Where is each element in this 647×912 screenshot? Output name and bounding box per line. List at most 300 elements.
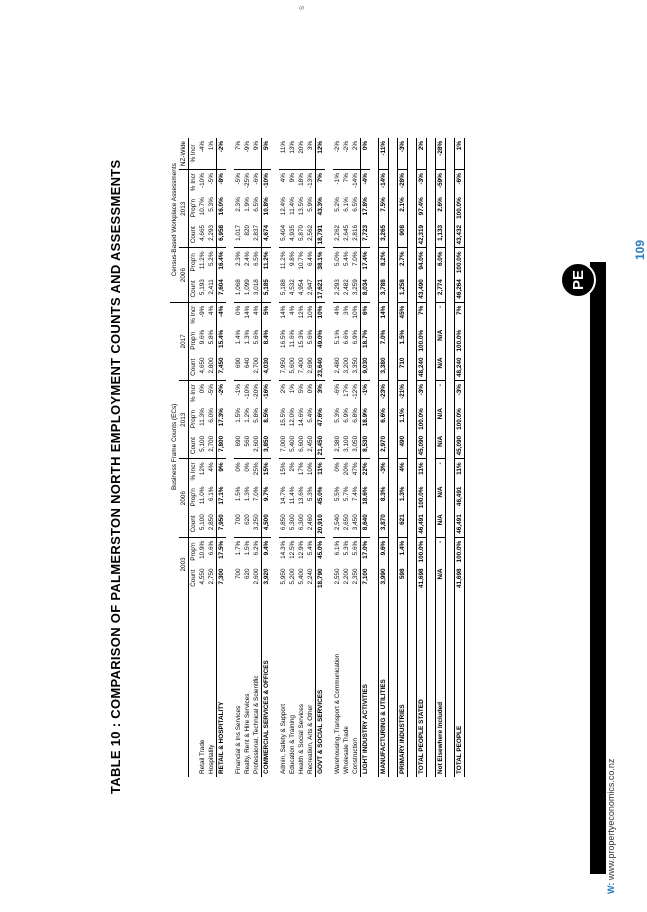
table-cell: 6.1% — [208, 486, 215, 502]
table-cell: 17.1% — [217, 484, 227, 512]
page-number: 109 — [633, 239, 647, 261]
column-header: Prop'n — [189, 327, 199, 355]
table-row — [333, 138, 342, 777]
table-cell: -16% — [262, 381, 272, 406]
table-cell: 17.0% — [361, 537, 371, 565]
table-cell: 0% — [235, 305, 242, 315]
table-cell: 7,604 — [217, 276, 227, 302]
table-cell: 18% — [298, 173, 305, 186]
website-footer[interactable] — [606, 759, 616, 894]
table-cell: 490 — [398, 433, 408, 459]
table-cell: 4,550 — [199, 568, 206, 585]
column-header: Count — [189, 565, 199, 591]
table-cell: 3,259 — [351, 276, 361, 302]
table-cell: 10% — [307, 305, 314, 319]
row-spacer — [465, 138, 474, 777]
column-header: Count — [189, 276, 199, 302]
row-label: COMMERCIAL SERVICES & OFFICES — [262, 591, 272, 777]
table-cell: 7.4% — [352, 486, 359, 502]
table-cell: -3% — [379, 459, 389, 484]
table-cell: -4% — [217, 302, 227, 327]
website-url[interactable]: www.propertyeconomics.co.nz — [606, 758, 616, 881]
table-cell: 9% — [252, 138, 262, 170]
table-cell: 6.5% — [352, 197, 359, 212]
table-row — [207, 138, 217, 777]
table-cell: 7,300 — [217, 565, 227, 591]
column-header: Count — [189, 222, 199, 248]
table-cell: 2,700 — [252, 355, 262, 381]
table-cell: -5% — [208, 384, 215, 396]
table-cell: 5.5% — [334, 486, 341, 502]
row-label: PRIMARY INDUSTRIES — [398, 591, 408, 777]
table-cell: - — [436, 459, 446, 484]
table-cell: 18.6% — [361, 484, 371, 512]
table-cell: 45.0% — [316, 484, 326, 512]
table-cell: 4,935 — [288, 222, 297, 248]
table-cell: 100.0% — [417, 537, 427, 565]
table-cell: 5.8% — [208, 329, 215, 345]
table-cell: 7% — [234, 138, 243, 170]
table-cell: 2,800 — [207, 355, 217, 381]
spacer-cell — [370, 138, 379, 777]
table-cell: 5.4% — [307, 408, 314, 423]
table-cell: 6.9% — [343, 408, 350, 423]
table-cell: 5,200 — [289, 568, 296, 585]
table-cell: 4% — [208, 462, 215, 472]
table-cell: 5,400 — [288, 433, 297, 459]
table-cell: 6.5% — [253, 251, 260, 267]
table-cell: -10% — [244, 384, 251, 399]
table-cell: 16.0% — [217, 194, 227, 222]
table-row — [316, 138, 326, 777]
table-cell: 2.1% — [398, 194, 408, 222]
table-cell: 45% — [398, 302, 408, 327]
spacer-cell — [325, 138, 333, 777]
spacer-cell — [465, 138, 474, 777]
table-cell: -9% — [243, 138, 252, 170]
table-cell: 4,674 — [262, 222, 272, 248]
table-cell: 1% — [289, 384, 296, 394]
table-cell: 2,350 — [352, 568, 359, 585]
table-cell: 42,319 — [417, 222, 427, 248]
table-cell: 7,950 — [217, 511, 227, 537]
table-cell: N/A — [436, 433, 446, 459]
column-header: Count — [189, 433, 199, 459]
table-cell: 5% — [262, 138, 272, 170]
row-label: GOVT & SOCIAL SERVICES — [316, 591, 326, 777]
table-cell: 49.0% — [316, 327, 326, 355]
table-cell: 15% — [262, 459, 272, 484]
table-cell: 1.3% — [244, 329, 251, 345]
table-cell: 11% — [417, 459, 427, 484]
table-cell: N/A — [436, 405, 446, 433]
table-cell: -2% — [342, 138, 351, 170]
table-cell: 9.6% — [379, 537, 389, 565]
table-cell: 6.6% — [208, 540, 215, 556]
table-cell: 100.0% — [455, 537, 465, 565]
table-cell: 46,491 — [455, 484, 465, 512]
table-cell: 2,262 — [333, 222, 342, 248]
spacer-cell — [408, 138, 417, 777]
table-cell: 6,850 — [279, 511, 288, 537]
table-cell: 5.7% — [343, 486, 350, 502]
table-cell: 12.4% — [280, 197, 287, 216]
table-cell: 12.0% — [289, 408, 296, 427]
table-cell: 4% — [253, 305, 260, 315]
table-cell: -14% — [352, 173, 359, 189]
table-cell: 100.0% — [455, 194, 465, 222]
table-row — [342, 138, 351, 777]
row-spacer — [226, 138, 234, 777]
table-cell: 690 — [234, 433, 243, 459]
nz-wide-header: NZ-Wide — [179, 138, 189, 170]
table-cell: 6.0% — [208, 408, 215, 423]
table-cell: 1.2% — [244, 408, 251, 423]
table-cell: 11.4% — [289, 197, 296, 215]
table-cell: 2,700 — [207, 433, 217, 459]
row-spacer — [427, 138, 436, 777]
row-label: TOTAL PEOPLE STATED — [417, 591, 427, 777]
table-cell: -4% — [361, 170, 371, 195]
table-cell: 7% — [417, 302, 427, 327]
table-cell: -5% — [208, 173, 215, 185]
spacer-cell — [446, 138, 455, 777]
table-cell: 5,600 — [288, 355, 297, 381]
table-cell: 2,600 — [253, 568, 260, 585]
table-cell: 710 — [398, 355, 408, 381]
pe-logo: PE — [560, 262, 596, 298]
table-cell: 2,645 — [342, 222, 351, 248]
table-cell: N/A — [436, 565, 446, 591]
table-cell: 6.0% — [436, 248, 446, 276]
table-cell: 621 — [398, 511, 408, 537]
row-label: TOTAL PEOPLE — [455, 591, 465, 777]
table-cell: -6% — [334, 384, 341, 396]
table-cell: -25% — [244, 173, 251, 189]
table-cell: 3,350 — [351, 355, 361, 381]
table-cell: 18,791 — [316, 222, 326, 248]
table-cell: -59% — [436, 170, 446, 195]
table-cell: 1,133 — [436, 222, 446, 248]
table-cell: 11.2% — [199, 251, 206, 270]
table-cell: 2,690 — [306, 355, 316, 381]
table-cell: 12% — [298, 305, 305, 319]
table-cell: 6.6% — [343, 329, 350, 345]
table-cell: 5,100 — [198, 511, 207, 537]
table-cell: 25% — [253, 462, 260, 476]
table-cell: 14% — [379, 302, 389, 327]
table-cell: 2,411 — [207, 276, 217, 302]
column-header: Prop'n — [189, 194, 199, 222]
table-cell: 6,300 — [297, 511, 306, 537]
column-header: % Incr — [189, 459, 199, 484]
header-bar — [590, 262, 606, 874]
table-cell: 7.0% — [379, 327, 389, 355]
table-cell: 7,000 — [279, 433, 288, 459]
row-label: Professional, Technical & Scientific — [253, 675, 260, 774]
table-cell: 4,500 — [262, 511, 272, 537]
table-cell: 15.3% — [298, 329, 305, 348]
table-cell: 10.7% — [298, 251, 305, 270]
table-cell: 5.1% — [334, 329, 341, 345]
table-row — [234, 138, 243, 777]
table-cell: 820 — [243, 222, 252, 248]
table-cell: 1.3% — [244, 486, 251, 502]
table-cell: 17.8% — [361, 194, 371, 222]
table-cell: 5% — [298, 384, 305, 394]
table-cell: 20,910 — [316, 511, 326, 537]
table-cell: 0% — [235, 462, 242, 472]
table-cell: 100.0% — [455, 248, 465, 276]
column-header: Prop'n — [189, 248, 199, 276]
table-cell: 11.4% — [289, 486, 296, 505]
table-cell: -4% — [198, 138, 207, 170]
table-cell: 6.1% — [343, 197, 350, 212]
table-cell: 2,482 — [342, 276, 351, 302]
table-cell: N/A — [436, 355, 446, 381]
table-cell: 4% — [208, 305, 215, 315]
table-cell: 908 — [398, 222, 408, 248]
table-cell: 10% — [307, 462, 314, 476]
table-cell: 97.4% — [417, 194, 427, 222]
table-cell: 5.6% — [253, 329, 260, 345]
table-cell: 2,774 — [436, 276, 446, 302]
table-cell: 46,491 — [417, 511, 427, 537]
table-cell: 41,698 — [455, 565, 465, 591]
table-row — [306, 138, 316, 777]
table-cell: 5.3% — [343, 540, 350, 556]
table-cell: 11.2% — [280, 251, 287, 270]
table-cell: 8.4% — [262, 327, 272, 355]
table-cell: 11.6% — [289, 329, 296, 348]
table-cell: 1% — [207, 138, 217, 170]
table-row — [243, 138, 252, 777]
table-cell: 3,200 — [342, 355, 351, 381]
table-row — [288, 138, 297, 777]
row-label: Financial & Ins Services — [235, 705, 242, 774]
year-header: 2017 — [179, 302, 189, 380]
column-header: % Incr — [189, 381, 199, 406]
row-label: Realty, Rent & Hire Services — [244, 693, 251, 774]
side-mark: S — [300, 6, 306, 11]
table-cell: -1% — [334, 173, 341, 185]
table-cell: 2,600 — [252, 433, 262, 459]
table-cell: 14% — [280, 305, 287, 319]
table-title: TABLE 10 : COMPARISON OF PALMERSTON NORTH EMPLOYMENT COUNTS AND ASSESSMENTS — [108, 159, 123, 794]
table-cell: 17,621 — [316, 276, 326, 302]
table-cell: 43,490 — [417, 276, 427, 302]
table-cell: -14% — [379, 170, 389, 195]
table-cell: 11.0% — [199, 486, 206, 505]
table-cell: 5,404 — [279, 222, 288, 248]
spacer-cell — [427, 138, 436, 777]
table-cell: - — [436, 537, 446, 565]
table-cell: 48,240 — [417, 355, 427, 381]
table-cell: 1.5% — [235, 408, 242, 423]
table-cell: 10% — [316, 302, 326, 327]
table-cell: 4,665 — [198, 222, 207, 248]
table-cell: 4,532 — [288, 276, 297, 302]
table-cell: 9.8% — [289, 251, 296, 267]
table-cell: 38.1% — [316, 248, 326, 276]
table-cell: 2.4% — [244, 251, 251, 267]
group-census: Census-Based Workplace Assessments — [170, 138, 179, 302]
table-cell: -1% — [361, 381, 371, 406]
table-cell: 23,640 — [316, 355, 326, 381]
table-cell: 5% — [262, 302, 272, 327]
year-header: 2013 — [179, 170, 189, 248]
table-cell: 2,650 — [342, 511, 351, 537]
row-spacer — [408, 138, 417, 777]
table-cell: -3% — [417, 381, 427, 406]
table-cell: 6.6% — [379, 405, 389, 433]
table-row — [455, 138, 465, 777]
table-cell: 1,068 — [234, 276, 243, 302]
table-cell: 9.4% — [262, 537, 272, 565]
table-cell: 6% — [361, 302, 371, 327]
column-header: Prop'n — [189, 537, 199, 565]
table-cell: 11.3% — [199, 408, 206, 426]
row-label: MANUFACTURING & UTILITIES — [379, 591, 389, 777]
table-cell: 8.5% — [262, 405, 272, 433]
table-row — [217, 138, 227, 777]
table-row — [297, 138, 306, 777]
table-cell: -10% — [262, 170, 272, 195]
table-cell: 45.0% — [316, 537, 326, 565]
table-cell: 7% — [455, 302, 465, 327]
table-cell: 5,950 — [280, 568, 287, 585]
column-header: Count — [189, 511, 199, 537]
row-label: Hospitality — [208, 744, 215, 774]
table-cell: 5,188 — [279, 276, 288, 302]
column-header: Prop'n — [189, 484, 199, 512]
table-cell: 1.3% — [398, 484, 408, 512]
table-cell: 100.0% — [455, 405, 465, 433]
table-cell: 5.8% — [253, 408, 260, 423]
row-label: Education & Training — [289, 715, 296, 774]
table-cell: 100.0% — [417, 405, 427, 433]
table-cell: 700 — [234, 511, 243, 537]
row-label: Construction — [352, 738, 359, 774]
table-cell: 100.0% — [417, 484, 427, 512]
table-cell: 13.6% — [298, 486, 305, 505]
table-cell: 4% — [280, 173, 287, 183]
table-cell: N/A — [436, 484, 446, 512]
table-cell: 1.4% — [398, 537, 408, 565]
table-cell: 6.9% — [352, 329, 359, 345]
table-cell: 3,100 — [342, 433, 351, 459]
table-row — [417, 138, 427, 777]
table-cell: 5.3% — [334, 408, 341, 423]
table-cell: 6.8% — [352, 408, 359, 423]
table-cell: 46,491 — [455, 511, 465, 537]
table-cell: 3,250 — [252, 511, 262, 537]
year-header: 2006 — [179, 248, 189, 302]
table-cell: 41,698 — [417, 565, 427, 591]
table-cell: 2% — [351, 138, 361, 170]
table-row — [252, 138, 262, 777]
table-cell: 4,030 — [262, 355, 272, 381]
column-header: % Incr — [189, 302, 199, 327]
table-cell: 5.4% — [307, 540, 314, 556]
table-cell: 2,850 — [207, 511, 217, 537]
column-header: Count — [189, 355, 199, 381]
table-cell: 4,954 — [297, 276, 306, 302]
row-label: Retail Trade — [199, 739, 206, 774]
table-cell: -28% — [398, 170, 408, 195]
table-cell: 0% — [307, 384, 314, 394]
table-cell: 5,870 — [297, 222, 306, 248]
table-cell: 2,450 — [306, 433, 316, 459]
table-cell: 18.9% — [361, 405, 371, 433]
table-cell: 6,958 — [217, 222, 227, 248]
table-cell: 100.0% — [417, 327, 427, 355]
table-cell: 620 — [244, 568, 251, 580]
table-cell: 5.4% — [343, 251, 350, 267]
table-cell: 5,193 — [198, 276, 207, 302]
table-cell: 1,099 — [243, 276, 252, 302]
table-cell: 16.5% — [280, 329, 287, 348]
table-cell: -20% — [253, 384, 260, 399]
table-cell: 10.7% — [199, 197, 206, 216]
table-cell: 43.3% — [316, 194, 326, 222]
column-header: % Incr — [189, 138, 199, 170]
table-cell: 47% — [352, 462, 359, 476]
row-label: Not Elsewhere Included — [436, 591, 446, 777]
table-cell: 7,950 — [279, 355, 288, 381]
table-cell: 7.0% — [352, 251, 359, 267]
table-cell: 3,920 — [262, 565, 272, 591]
table-cell: 3,788 — [379, 276, 389, 302]
table-cell: 21,450 — [316, 433, 326, 459]
row-label: Warehousing, Transport & Communication — [334, 653, 341, 774]
table-cell: 2,550 — [334, 568, 341, 585]
table-cell: 3,050 — [351, 433, 361, 459]
table-cell: 7,100 — [361, 565, 371, 591]
table-cell: 2,293 — [333, 276, 342, 302]
table-cell: 17% — [343, 384, 350, 397]
table-cell: 3,870 — [379, 511, 389, 537]
table-cell: 2.3% — [235, 251, 242, 267]
website-prefix: W: — [606, 882, 616, 894]
spacer-cell — [271, 138, 279, 777]
table-cell: 5.0% — [334, 251, 341, 267]
table-cell: -6% — [455, 170, 465, 195]
table-cell: 2,750 — [208, 568, 215, 585]
table-cell: 598 — [398, 565, 408, 591]
table-cell: 4% — [289, 305, 296, 315]
table-cell: -11% — [379, 138, 389, 170]
year-header: 2003 — [180, 557, 187, 572]
table-cell: -2% — [217, 138, 227, 170]
row-spacer — [446, 138, 455, 777]
table-cell: 8,530 — [361, 433, 371, 459]
table-cell: 18.7% — [361, 327, 371, 355]
group-business-frame: Business Frame Counts (ECs) — [171, 403, 178, 490]
table-cell: 0% — [361, 138, 371, 170]
table-cell: N/A — [436, 511, 446, 537]
table-cell: 9.7% — [262, 484, 272, 512]
table-cell: 14% — [244, 305, 251, 319]
table-cell: 12.5% — [289, 540, 296, 559]
table-cell: -3% — [398, 138, 408, 170]
table-cell: 5.2% — [208, 251, 215, 267]
table-cell: 14.3% — [280, 540, 287, 559]
table-cell: 5,185 — [262, 276, 272, 302]
table-cell: 7,723 — [361, 222, 371, 248]
table-cell: -2% — [217, 381, 227, 406]
table-cell: 14.7% — [280, 486, 287, 505]
